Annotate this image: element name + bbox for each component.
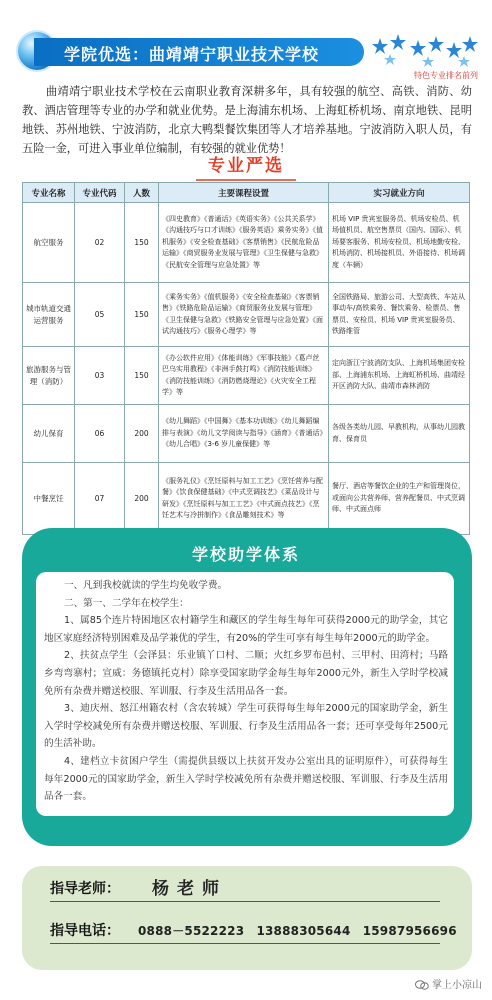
header-courses: 主要课程设置 xyxy=(159,183,329,203)
major-name: 航空服务 xyxy=(23,203,75,283)
header-jobs: 实习就业方向 xyxy=(329,183,470,203)
major-courses: 《服务礼仪》《烹饪原料与加工工艺》《烹饪营养与配餐》《饮食保健基础》《中式烹调技艺》《菜品设计与研发》《烹饪原料与加工工艺》《中式面点技艺》《烹饪艺术与冷拼制作》《食品雕刻技术》等 xyxy=(159,463,329,535)
major-count: 150 xyxy=(125,203,159,283)
aid-item: 3、迪庆州、怒江州籍农村（含农转城）学生可获得每生每年2000元的国家助学金，新生入学时学校减免所有杂费并赠送校服、军训服、行李及生活用品各一套；还可享受每年2500元的生活补助。 xyxy=(44,703,448,750)
major-count: 150 xyxy=(125,283,159,347)
major-courses: 《幼儿舞蹈》《中国舞》《基本功训练》《幼儿舞蹈编排与表演》《幼儿文学阅读与指导》《涵育》《普通话》《幼儿合唱》《3-6 岁儿童保健》等 xyxy=(159,405,329,463)
major-name: 旅游服务与管理（消防） xyxy=(23,347,75,405)
watermark-text: 掌上小凉山 xyxy=(432,980,482,991)
major-code: 05 xyxy=(75,283,125,347)
aid-section-title: 学校助学体系 xyxy=(191,545,300,564)
table-row xyxy=(23,203,470,283)
table-row xyxy=(23,283,470,347)
major-jobs: 定向浙江宁波消防支队、上海机场集团安检部、上海浦东机场、上海虹桥机场、曲靖经开区消防大队、曲靖市森林消防 xyxy=(329,347,470,405)
teacher-name: 杨老师 xyxy=(152,879,227,899)
major-code: 07 xyxy=(75,463,125,535)
aid-item: 1、属85个连片特困地区农村籍学生和藏区的学生每生每年可获得2000元的助学金，其它地区家庭经济特别困难及品学兼优的学生，有20%的学生可享有每生每年2000元的助学金。 xyxy=(44,615,448,644)
major-count: 150 xyxy=(125,347,159,405)
teacher-label: 指导老师： xyxy=(50,881,120,897)
phone-numbers[interactable]: 0888－5522223 13888305644 15987956696 xyxy=(138,924,457,938)
major-jobs: 餐厅、酒店等餐饮企业的生产和管理岗位，或面向公共营养师、营养配餐员、中式烹调师、中式面点师 xyxy=(329,463,470,535)
aid-item: 二、第一、二学年在校学生： xyxy=(64,597,189,609)
major-courses: 《办公软件应用》《体能训练》《军事技能》《葛卢丝 巴乌实用教程》《非洲手鼓打鸣》《消防技能训练》《消防技能训练》《消防燃烧理论》《火灾安全工程学》等 xyxy=(159,347,329,405)
table-header-row xyxy=(23,183,470,203)
watermark xyxy=(415,976,482,991)
major-count: 200 xyxy=(125,405,159,463)
major-courses: 《四史教育》《普通话》《英语实务》《公共关系学》《沟通技巧与口才训练》《服务英语》乘务实务》《值机服务》《安全检查基础》《客票销售》《民航危险品运输》《商贸服务业发展与管理》《卫生保健与急救》《民航安全管理与应急处置》等 xyxy=(159,203,329,283)
major-jobs: 各级各类幼儿园、早教机构，从事幼儿园教育、保育员 xyxy=(329,405,470,463)
aid-item: 2、扶贫点学生（会泽县：乐业镇丫口村、二顺；火红乡罗布邑村、三甲村、田湾村；马路乡弯弯寨村；宣威：务德镇托克村）除享受国家助学金每生每年2000元外，新生入学时学校减免所有杂费并赠送校服、军训服、行李及生活用品各一套。 xyxy=(44,650,448,697)
phone-label: 指导电话： xyxy=(50,923,120,939)
page-title: 学院优选：曲靖靖宁职业技术学校 xyxy=(64,45,320,64)
header-name: 专业名称 xyxy=(23,183,75,203)
major-code: 06 xyxy=(75,405,125,463)
major-code: 02 xyxy=(75,203,125,283)
major-name: 中餐烹饪 xyxy=(23,463,75,535)
aid-item: 4、建档立卡贫困户学生（需提供县级以上扶贫开发办公室出具的证明原件），可获得每生每年2000元的国家助学金，新生入学时学校减免所有杂费并赠送校服、军训服、行李及生活用品各一套。 xyxy=(44,755,448,803)
major-courses: 《乘务实务》《值机服务》《安全检查基础》《客票销售》《铁路危险品运输》《商贸服务业发展与管理》《卫生保健与急救》《铁路安全管理与应急处置》《面试沟通技巧》《服务心理学》等 xyxy=(159,283,329,347)
table-row xyxy=(23,463,470,535)
rank-note: 特色专业排名前列 xyxy=(414,71,478,80)
table-row xyxy=(23,405,470,463)
header-banner xyxy=(14,30,476,72)
divider xyxy=(50,943,440,944)
major-code: 03 xyxy=(75,347,125,405)
major-name: 城市轨道交通运营服务 xyxy=(23,283,75,347)
header-count: 人数 xyxy=(125,183,159,203)
aid-text xyxy=(44,577,448,806)
majors-section-title: 专业严选 xyxy=(208,156,284,176)
major-jobs: 机场 VIP 贵宾室服务员、机场安检员、机场值机员、航空售票员（国内、国际）、机场要客服务、机场安检员、机场地勤安检、机场消防、机场接机员、外语接待、机场调度（车辆） xyxy=(329,203,470,283)
header-code: 专业代码 xyxy=(75,183,125,203)
intro-paragraph: 曲靖靖宁职业技术学校在云南职业教育深耕多年，具有较强的航空、高铁、消防、幼教、酒店管理等专业的办学和就业优势。是上海浦东机场、上海虹桥机场、南京地铁、昆明地铁、苏州地铁、宁波消防，北京大鸭梨餐饮集团等人才培养基地。宁波消防入职人员，有五险一金，可进入事业单位编制，有较强的就业优势！ xyxy=(22,85,472,155)
major-count: 200 xyxy=(125,463,159,535)
major-jobs: 全国铁路局、旅游公司、大型高铁、车站从事动车/高铁乘务、餐饮乘务、检票员、售票员、安检员、机场 VIP 贵宾室服务员、铁路维管 xyxy=(329,283,470,347)
table-row xyxy=(23,347,470,405)
wechat-icon xyxy=(415,980,429,990)
major-name: 幼儿保育 xyxy=(23,405,75,463)
stars-decoration-icon xyxy=(370,32,480,72)
majors-table xyxy=(22,182,470,535)
divider xyxy=(50,901,440,902)
aid-item: 一、凡到我校就读的学生均免收学费。 xyxy=(64,580,228,591)
